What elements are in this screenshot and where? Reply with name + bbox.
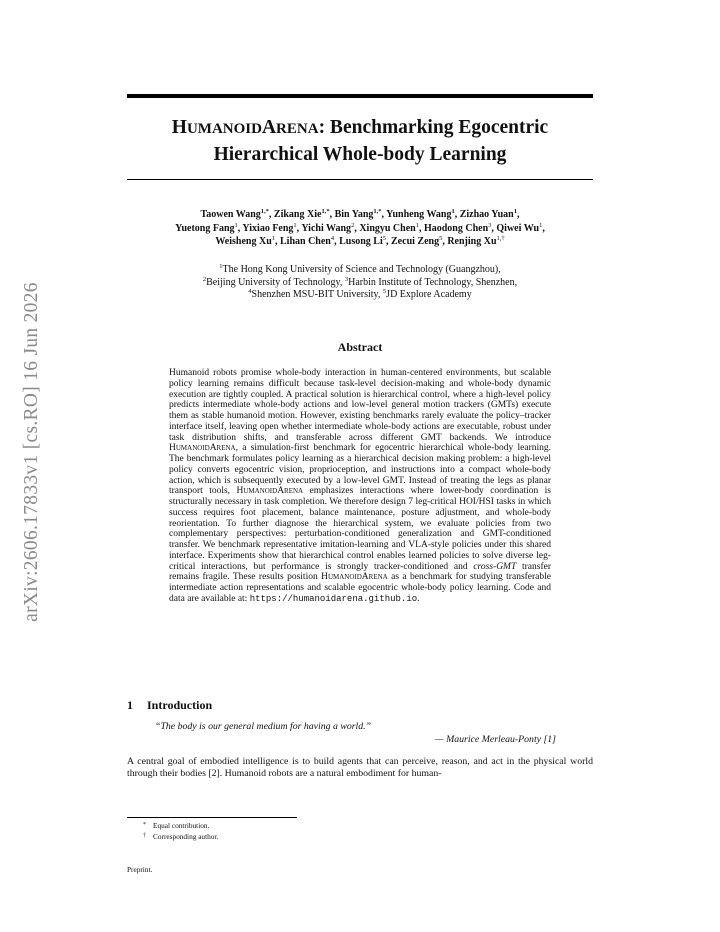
benchmark-name: HumanoidArena bbox=[236, 486, 304, 497]
affiliations bbox=[127, 264, 593, 302]
author: Xingyu Chen$^1$, bbox=[359, 221, 424, 234]
author: Lihan Chen$^4$, bbox=[280, 235, 340, 247]
author-line-1 bbox=[118, 208, 602, 222]
benchmark-name: HumanoidArena bbox=[321, 572, 388, 583]
author: Zecui Zeng$^5$, bbox=[391, 235, 448, 247]
affiliation-line-2: $^2$Beijing University of Technology, $^3$Harbin Institute of Technology, Shenzhen, bbox=[202, 275, 518, 288]
epigraph-author: — Maurice Merleau-Ponty [1] bbox=[434, 734, 556, 745]
title-top-rule bbox=[127, 94, 593, 98]
author-list bbox=[118, 208, 602, 249]
abstract-body: Humanoid robots promise whole-body interaction in human-centered environments, but scalable policy learning remains difficult because task-level decision-making and whole-body dynamic execution are tightly coupled. A practical solution is hierarchical control, where a high-level policy predicts intermediate whole-body actions and low-level general motion trackers (GMTs) execute them as stable humanoid motion. However, existing benchmarks rarely evaluate the policy–tracker interface itself, leaving open whether intermediate whole-body actions are executable, robust under task distribution shifts, and transferable across different GMT backends. We introduce HumanoidArena, a simulation-first benchmark for egocentric hierarchical whole-body learning. The benchmark formulates policy learning as a hierarchical decision making problem: a high-level policy converts egocentric vision, proprioception, and instructions into a compact whole-body action, which is subsequently executed by a low-level GMT. Instead of treating the legs as planar transport tools, HumanoidArena emphasizes interactions where lower-body coordination is structurally necessary in task completion. We therefore design 7 leg-critical HOI/HSI tasks in which success requires foot placement, balance maintenance, posture adjustment, and whole-body reorientation. To further diagnose the hierarchical system, we evaluate policies from two complementary perspectives: perturbation-conditioned generalization and GMT-conditioned transfer. We benchmark representative imitation-learning and VLA-style policies under this shared interface. Experiments show that hierarchical control enables learned policies to solve diverse leg-critical interactions, but performance is strongly tracker-conditioned and cross-GMT transfer remains fragile. These results position HumanoidArena as a benchmark for studying transferable intermediate action representations and scalable egocentric whole-body policy learning. Code and data are available at: https://humanoidarena.github.io. bbox=[169, 368, 552, 604]
author: Yichi Wang$^2$, bbox=[301, 221, 360, 234]
author: Yunheng Wang$^1$, bbox=[386, 208, 460, 220]
benchmark-name: HumanoidArena bbox=[169, 443, 236, 454]
footnotes bbox=[143, 820, 218, 842]
footnote-equal-contribution: * Equal contribution. bbox=[143, 821, 210, 830]
title-line-2: Hierarchical Whole-body Learning bbox=[213, 144, 507, 165]
title-suffix: : Benchmarking Egocentric bbox=[318, 117, 549, 138]
author: Haodong Chen$^3$, bbox=[423, 221, 497, 234]
author-line-3 bbox=[118, 235, 602, 249]
title-sc-rest: UMANOID bbox=[186, 121, 262, 137]
affiliation-line-1: $^1$The Hong Kong University of Science and Technology (Guangzhou), bbox=[219, 263, 501, 275]
author: Bin Yang$^{1,*}$, bbox=[334, 208, 387, 220]
epigraph-quote: “The body is our general medium for having a world.” bbox=[155, 721, 372, 732]
author: Zikang Xie$^{1,*}$, bbox=[273, 208, 335, 220]
affiliation-line-3: $^4$Shenzhen MSU-BIT University, $^5$JD Explore Academy bbox=[248, 288, 472, 300]
paper-title bbox=[127, 115, 593, 167]
section-heading-introduction: 1 Introduction bbox=[127, 698, 213, 712]
title-sc-rest: RENA bbox=[276, 121, 319, 137]
author: Weisheng Xu$^1$, bbox=[215, 235, 281, 247]
author-line-2 bbox=[118, 222, 602, 236]
title-sc-letter: H bbox=[171, 117, 187, 138]
author: Taowen Wang$^{1,*}$, bbox=[200, 208, 274, 220]
author: Lusong Li$^5$, bbox=[339, 235, 392, 247]
arxiv-identifier-stamp: arXiv:2606.17833v1 [cs.RO] 16 Jun 2026 bbox=[21, 282, 42, 622]
author: Qiwei Wu$^1$, bbox=[496, 221, 545, 234]
author: Renjing $Xu^{1,\dagger}$ bbox=[447, 235, 505, 247]
title-sc-letter: A bbox=[261, 117, 277, 138]
preprint-label: Preprint. bbox=[127, 865, 153, 874]
author: Zizhao Yuan$^1$, bbox=[459, 208, 520, 220]
author: Yixiao Feng$^1$, bbox=[242, 221, 302, 234]
title-line-1 bbox=[127, 115, 593, 142]
introduction-paragraph: A central goal of embodied intelligence is to build agents that can perceive, reason, and act in the physical world through their bodies [2]. Humanoid robots are a natural embodiment for human- bbox=[127, 756, 593, 779]
project-url[interactable]: https://humanoidarena.github.io bbox=[249, 593, 418, 604]
footnote-rule bbox=[127, 817, 297, 818]
author: Yuetong Fang$^1$, bbox=[175, 221, 243, 234]
footnote-corresponding-author: † Corresponding author. bbox=[143, 832, 219, 841]
title-bottom-rule bbox=[127, 179, 593, 180]
abstract-heading: Abstract bbox=[337, 340, 383, 354]
